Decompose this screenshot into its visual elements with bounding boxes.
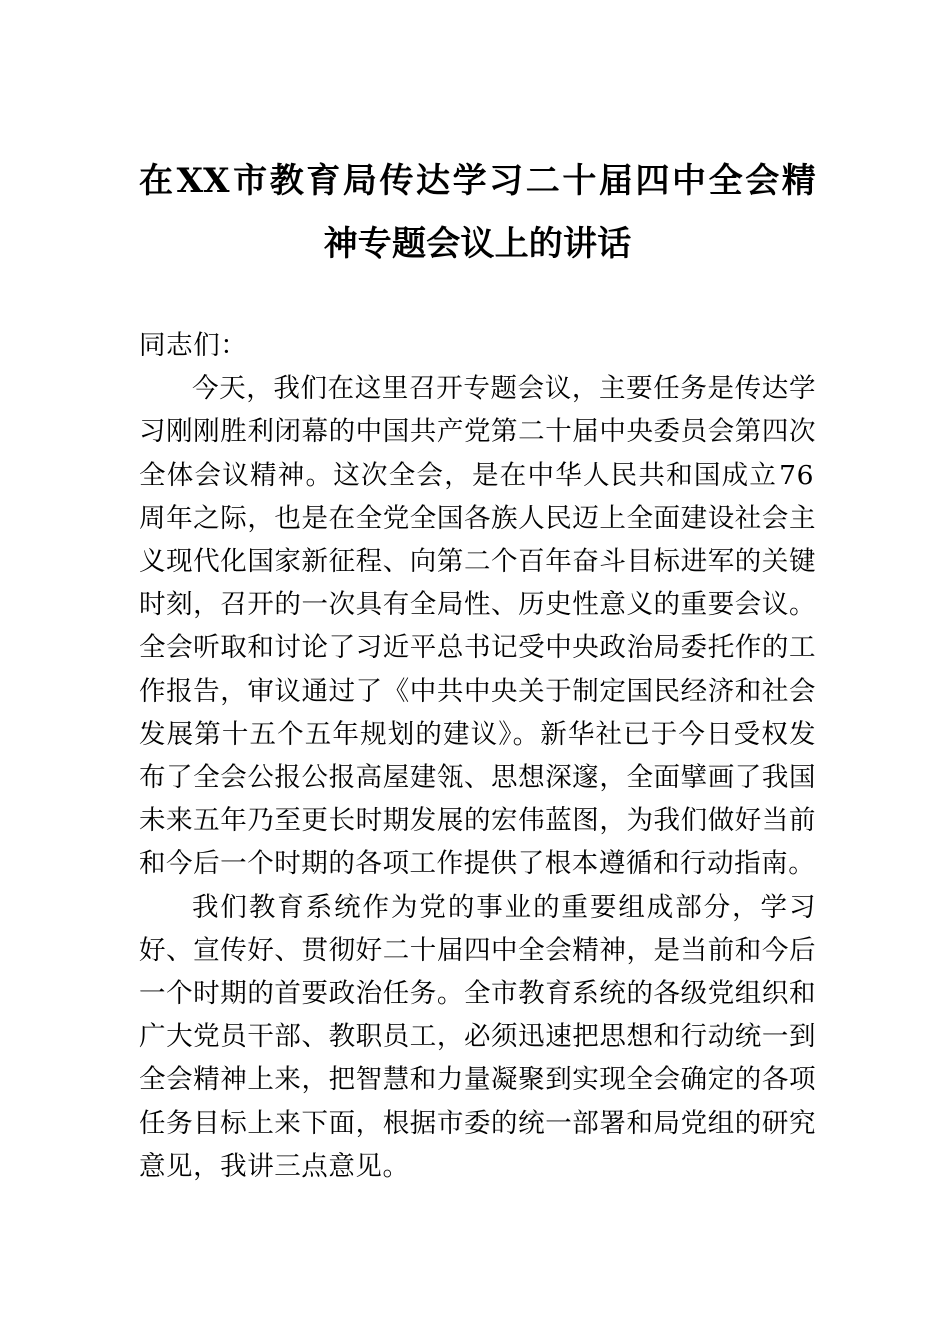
- page-title: [139, 150, 816, 276]
- anniversary-number: 76: [779, 459, 814, 491]
- paragraph-1: [139, 367, 816, 885]
- document-content: [139, 150, 816, 1188]
- paragraph-1-text-a: 今天，我们在这里召开专题会议，主要任务是传达学习刚刚胜利闭幕的中国共产党第二十届中央委员会第四次全体会议精神。这次全会，是在中华人民共和国成立: [139, 373, 816, 491]
- page-title-line-1: [139, 150, 816, 213]
- page-title-segment-b: 市教育局传达学习二十届四中全会精: [230, 161, 816, 201]
- document-body: [139, 324, 816, 1188]
- salutation: 同志们：: [139, 330, 248, 361]
- paragraph-2: 我们教育系统作为党的事业的重要组成部分，学习好、宣传好、贯彻好二十届四中全会精神，是当前和今后一个时期的首要政治任务。全市教育系统的各级党组织和广大党员干部、教职员工，必须迅速把思想和行动统一到全会精神上来，把智慧和力量凝聚到实现全会确定的各项任务目标上来下面，根据市委的统一部署和局党组的研究意见，我讲三点意见。: [139, 891, 816, 1182]
- page-title-line-2: 神专题会议上的讲话: [323, 224, 632, 264]
- page-title-placeholder-xx: XX: [176, 161, 230, 201]
- paragraph-1-text-b: 周年之际，也是在全党全国各族人民迈上全面建设社会主义现代化国家新征程、向第二个百年奋斗目标进军的关键时刻，召开的一次具有全局性、历史性意义的重要会议。全会听取和讨论了习近平总书记受中央政治局委托作的工作报告，审议通过了《中共中央关于制定国民经济和社会发展第十五个五年规划的建议》。新华社已于今日受权发布了全会公报公报高屋建瓴、思想深邃，全面擘画了我国未来五年乃至更长时期发展的宏伟蓝图，为我们做好当前和今后一个时期的各项工作提供了根本遵循和行动指南。: [139, 502, 816, 880]
- page-title-segment-a: 在: [139, 161, 176, 201]
